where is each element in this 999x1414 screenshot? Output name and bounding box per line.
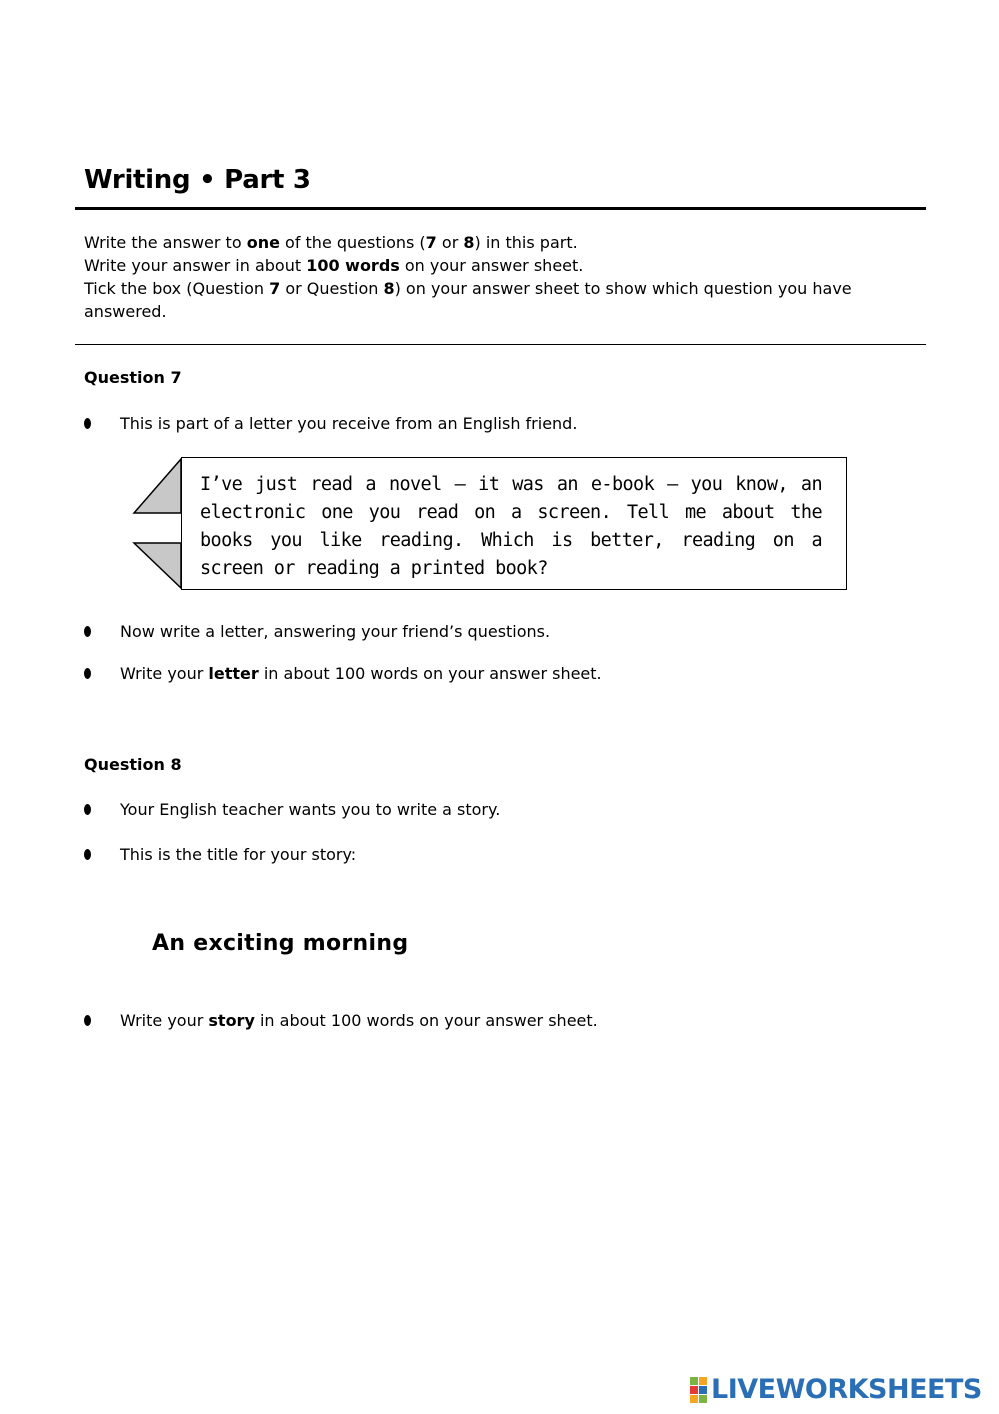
logo-square — [699, 1395, 707, 1403]
question-7-bullet-2: Now write a letter, answering your friend’s questions. — [120, 621, 551, 641]
question-8-bullet-3: Write your story in about 100 words on your answer sheet. — [120, 1010, 598, 1030]
list-item — [84, 412, 577, 434]
bullet-icon — [84, 418, 91, 429]
list-item — [84, 798, 500, 820]
liveworksheets-logo — [690, 1374, 982, 1405]
logo-text: LIVEWORKSHEETS — [711, 1374, 982, 1405]
instructions — [84, 231, 884, 323]
instruction-line-3: Tick the box (Question 7 or Question 8) on your answer sheet to show which question you have answered. — [84, 279, 852, 321]
list-item — [84, 1009, 598, 1031]
bullet-icon — [84, 668, 91, 679]
list-item — [84, 843, 356, 865]
question-8-bullet-2: This is the title for your story: — [120, 844, 357, 864]
bullet-icon — [84, 626, 91, 637]
story-title: An exciting morning — [152, 931, 409, 956]
note-flap-icon — [130, 457, 184, 591]
logo-square — [690, 1395, 698, 1403]
instruction-line-1: Write the answer to one of the questions (7 or 8) in this part. — [84, 233, 578, 252]
bullet-icon — [84, 804, 91, 815]
logo-square — [690, 1386, 698, 1394]
list-item — [84, 620, 550, 642]
friend-letter-note: I’ve just read a novel – it was an e-book – you know, an electronic one you read on a screen. Tell me about the books you like reading. Which is better, reading on a screen or reading a printed book? — [181, 457, 847, 590]
logo-mark-icon — [690, 1377, 707, 1403]
logo-square — [699, 1377, 707, 1385]
title-divider — [75, 207, 926, 210]
section-divider — [75, 344, 926, 345]
instruction-line-2: Write your answer in about 100 words on your answer sheet. — [84, 256, 584, 275]
question-8-bullet-1: Your English teacher wants you to write a story. — [120, 799, 501, 819]
bullet-icon — [84, 849, 91, 860]
logo-square — [699, 1386, 707, 1394]
page-title: Writing • Part 3 — [84, 165, 311, 195]
question-8-heading: Question 8 — [84, 755, 182, 774]
question-7-bullet-3: Write your letter in about 100 words on your answer sheet. — [120, 663, 602, 683]
question-7-heading: Question 7 — [84, 368, 182, 387]
bullet-icon — [84, 1015, 91, 1026]
question-7-bullet-1: This is part of a letter you receive from an English friend. — [120, 413, 578, 433]
logo-square — [690, 1377, 698, 1385]
list-item — [84, 662, 602, 684]
